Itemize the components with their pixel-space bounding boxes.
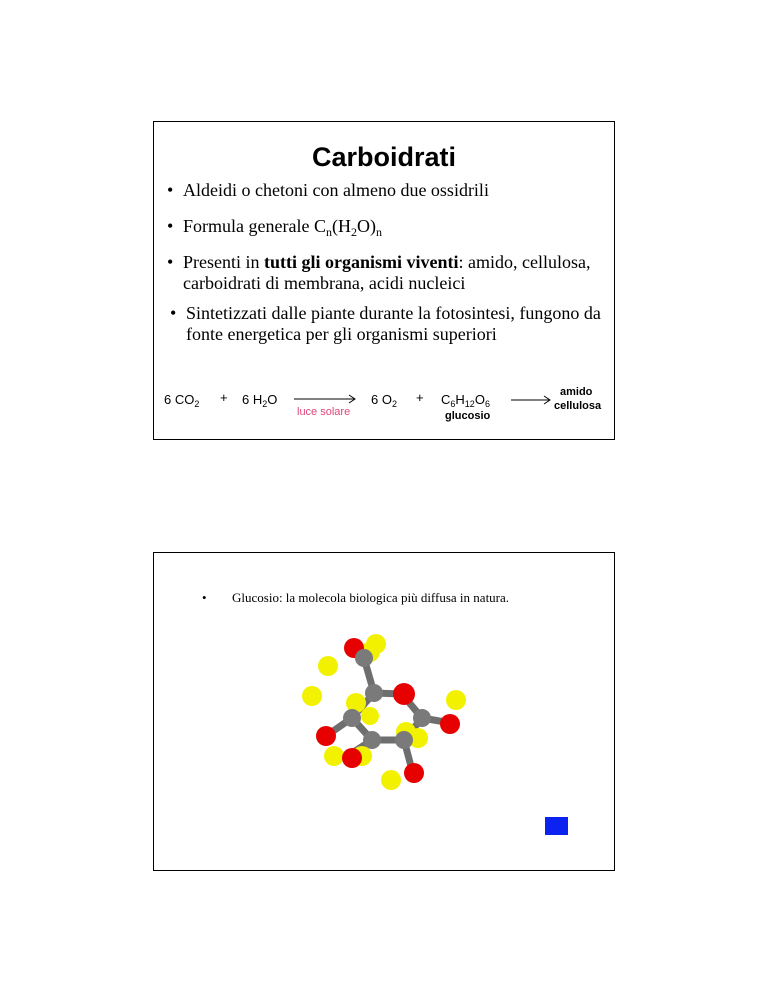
nav-square-icon[interactable] [545, 817, 568, 835]
bullet-dot: • [167, 180, 174, 200]
eq-glucose-label: glucosio [445, 410, 491, 422]
formula-sub: n [325, 225, 332, 239]
formula-sub: n [375, 225, 382, 239]
slide-glucosio [153, 552, 615, 871]
bullet-text: Aldeidi o chetoni con almeno due ossidrili [183, 180, 489, 200]
bullet-text: Sintetizzati dalle piante durante la fotosintesi, fungono da fonte energetica per gli organismi superiori [186, 303, 601, 344]
glucose-molecule-image [294, 628, 474, 808]
eq-product-cellulosa: cellulosa [554, 400, 602, 412]
eq-product-amido: amido [560, 386, 593, 398]
formula-text: Formula generale C [183, 216, 326, 236]
eq-h2o: 6 $H_2O$ [242, 392, 278, 409]
bullet-presence [167, 252, 613, 294]
bullet-dot: • [167, 216, 174, 236]
arrow-icon [511, 395, 553, 405]
bullet-dot: • [202, 590, 207, 605]
eq-plus: + [416, 390, 424, 405]
bullet-synthesis [170, 303, 606, 345]
formula-text: (H [331, 216, 351, 236]
bullet-bold-text: tutti gli organismi viventi [264, 252, 459, 272]
formula-text: O) [356, 216, 376, 236]
eq-glucose-formula: $C_6H_{12}O_6$ [441, 392, 490, 409]
formula-sub: 2 [350, 225, 357, 239]
bullet-definition [167, 180, 489, 201]
bullet-dot: • [170, 303, 177, 323]
eq-co2: 6 $CO_2$ [164, 392, 200, 409]
arrow-icon [294, 394, 358, 404]
eq-arrow-label: luce solare [297, 406, 351, 418]
bullet-text: Glucosio: la molecola biologica più diffusa in natura. [232, 590, 510, 605]
slide-carboidrati [153, 121, 615, 440]
eq-o2: 6 $O_2$ [371, 392, 397, 409]
bullet-text: Presenti in [183, 252, 264, 272]
eq-plus: + [220, 390, 228, 405]
slide-title: Carboidrati [311, 142, 457, 172]
bullet-text: : amido, cellulosa, carboidrati di membrana, acidi nucleici [183, 252, 591, 293]
bullet-formula [167, 216, 382, 239]
bullet-dot: • [167, 252, 174, 272]
